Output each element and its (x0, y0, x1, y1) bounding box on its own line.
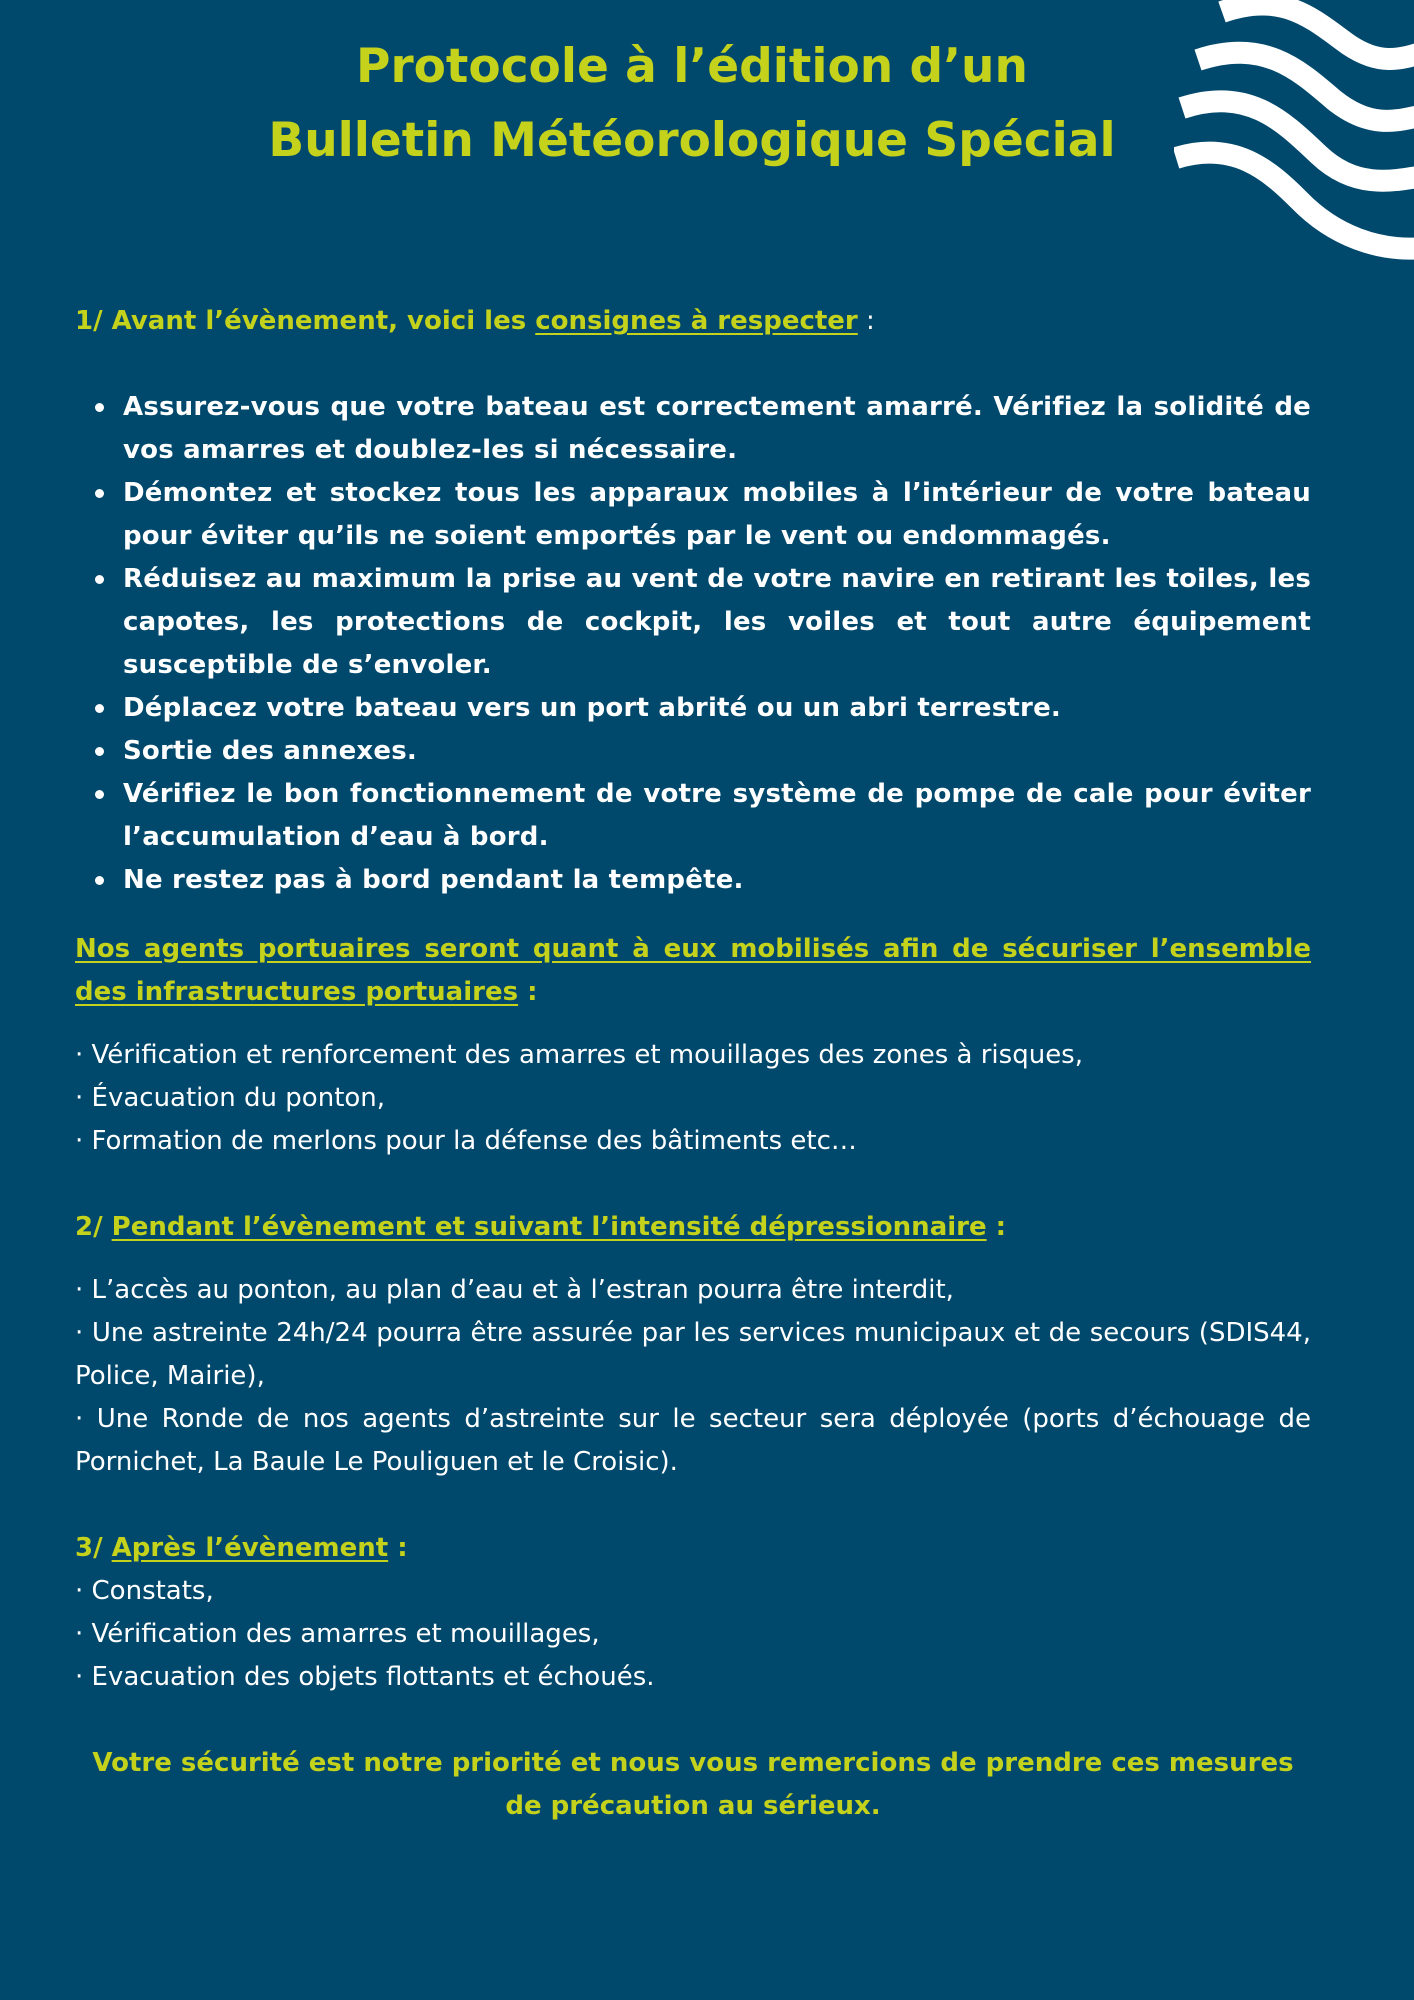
list-item-text: Vérifiez le bon fonctionnement de votre système de pompe de cale pour éviter l’accumulation d’eau à bord. (123, 779, 1311, 852)
section-3-title: Après l’évènement (111, 1533, 389, 1563)
section-3-suffix: : (388, 1533, 408, 1563)
list-item (123, 386, 1311, 472)
section-1-prefix: 1/ Avant l’évènement, voici les (75, 306, 536, 336)
list-item (123, 859, 1311, 902)
bullet-icon (95, 403, 104, 412)
list-item: · Une Ronde de nos agents d’astreinte sur le secteur sera déployée (ports d’échouage de Pornichet, La Baule Le Pouliguen et le Croisic). (75, 1404, 1311, 1477)
document-body (75, 300, 1311, 1828)
bullet-icon (95, 876, 104, 885)
list-item (123, 730, 1311, 773)
list-item-text: Déplacez votre bateau vers un port abrité ou un abri terrestre. (123, 693, 1061, 723)
bullet-icon (95, 790, 104, 799)
list-item: · L’accès au ponton, au plan d’eau et à l’estran pourra être interdit, (75, 1275, 954, 1305)
section-2-title: Pendant l’évènement et suivant l’intensité dépressionnaire (111, 1212, 987, 1242)
list-item: · Evacuation des objets flottants et échoués. (75, 1662, 655, 1692)
section-3-heading (75, 1527, 1311, 1570)
bullet-icon (95, 704, 104, 713)
title-line-1: Protocole à l’édition d’un (356, 39, 1028, 94)
list-item: · Formation de merlons pour la défense des bâtiments etc… (75, 1126, 857, 1156)
section-1-suffix: : (857, 306, 875, 336)
list-item-text: Assurez-vous que votre bateau est correctement amarré. Vérifiez la solidité de vos amarres et doublez-les si nécessaire. (123, 392, 1311, 465)
agents-heading (75, 928, 1311, 1014)
section-2-suffix: : (986, 1212, 1007, 1242)
section-3-prefix: 3/ (75, 1533, 112, 1563)
list-item: · Évacuation du ponton, (75, 1083, 386, 1113)
agents-heading-suffix: : (518, 977, 538, 1007)
agents-list (75, 1034, 1311, 1163)
list-item (123, 558, 1311, 687)
list-item-text: Démontez et stockez tous les apparaux mobiles à l’intérieur de votre bateau pour éviter qu’ils ne soient emportés par le vent ou endommagés. (123, 478, 1311, 551)
section-2-prefix: 2/ (75, 1212, 112, 1242)
bullet-icon (95, 575, 104, 584)
list-item (123, 472, 1311, 558)
section-1-heading (75, 300, 1311, 343)
instructions-list (75, 386, 1311, 902)
list-item: · Constats, (75, 1576, 214, 1606)
list-item-text: Réduisez au maximum la prise au vent de votre navire en retirant les toiles, les capotes, les protections de cockpit, les voiles et tout autre équipement susceptible de s’envoler. (123, 564, 1311, 680)
list-item (123, 687, 1311, 730)
list-item: · Vérification et renforcement des amarres et mouillages des zones à risques, (75, 1040, 1083, 1070)
agents-heading-text: Nos agents portuaires seront quant à eux mobilisés afin de sécuriser l’ensemble des infrastructures portuaires (75, 934, 1311, 1007)
section-2-heading (75, 1206, 1311, 1249)
bullet-icon (95, 747, 104, 756)
section-3-list (75, 1570, 1311, 1699)
list-item (123, 773, 1311, 859)
list-item-text: Sortie des annexes. (123, 736, 417, 766)
section-2-list (75, 1269, 1311, 1484)
section-1-link: consignes à respecter (535, 306, 858, 336)
list-item-text: Ne restez pas à bord pendant la tempête. (123, 865, 744, 895)
list-item: · Une astreinte 24h/24 pourra être assurée par les services municipaux et de secours (SDIS44, Police, Mairie), (75, 1318, 1311, 1391)
title-line-2: Bulletin Météorologique Spécial (268, 113, 1116, 168)
closing-message: Votre sécurité est notre priorité et nous vous remercions de prendre ces mesures de précaution au sérieux. (92, 1748, 1294, 1821)
page-title (0, 30, 1384, 178)
bullet-icon (95, 489, 104, 498)
list-item: · Vérification des amarres et mouillages, (75, 1619, 600, 1649)
